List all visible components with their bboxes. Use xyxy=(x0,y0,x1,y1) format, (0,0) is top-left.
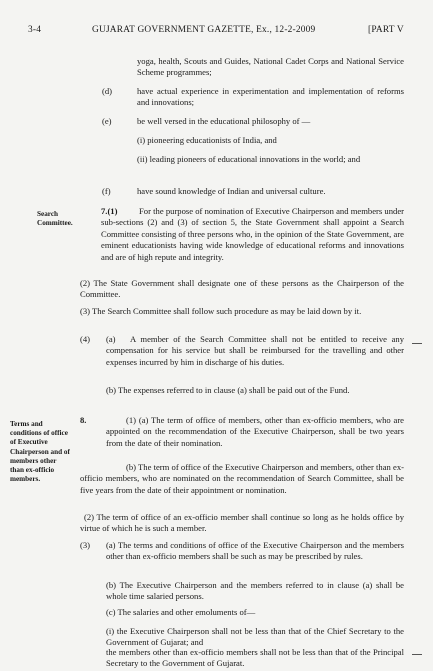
clause-c-continuation: yoga, health, Scouts and Guides, National Cadet Corps and National Service Scheme programmes; xyxy=(137,56,404,78)
margin-dash-mark xyxy=(412,654,422,655)
clause-d-marker: (d) xyxy=(102,86,113,96)
section-8-clause-3c-i: (i) the Executive Chairperson shall not be less than that of the Chief Secretary to the Government of Gujarat; and xyxy=(106,626,404,648)
section-7-marker: 7.(1) xyxy=(101,206,118,216)
clause-e-text: be well versed in the educational philosophy of — xyxy=(137,116,311,126)
section-8-clause-3c-ii: the members other than ex-officio members shall not be less than that of the Principal Secretary to the Government of Gujarat. xyxy=(106,647,404,669)
part-label: [PART V xyxy=(368,25,404,35)
section-7-clause-4a: A member of the Search Committee shall not be entitled to receive any compensation for his service but shall be reimbursed for the travelling and other expenses incurred by him in discharge of his duties. xyxy=(106,334,404,367)
section-8-clause-3c: (c) The salaries and other emoluments of— xyxy=(106,607,256,617)
clause-e-ii: (ii) leading pioneers of educational innovations in the world; and xyxy=(137,154,361,164)
clause-d-text: have actual experience in experimentation and implementation of reforms and innovations; xyxy=(137,86,404,108)
page-number: 3-4 xyxy=(28,25,42,35)
section-7-margin-title: Search Committee. xyxy=(37,210,73,228)
margin-dash-mark xyxy=(412,343,422,344)
gazette-title: GUJARAT GOVERNMENT GAZETTE, Ex., 12-2-2009 xyxy=(92,25,316,35)
clause-e-marker: (e) xyxy=(102,116,112,126)
section-7-subsection-2: (2) The State Government shall designate one of these persons as the Chairperson of the Committee. xyxy=(80,278,404,300)
section-8-clause-1a: (1) (a) The term of office of members, other than ex-officio members, who are appointed on the recommendation of the Executive Chairperson, shall be two years from the date of their nomination. xyxy=(106,415,404,448)
section-7-clause-4a-marker: (a) xyxy=(106,334,116,344)
clause-e-i: (i) pioneering educationists of India, and xyxy=(137,135,277,145)
clause-f-text: have sound knowledge of Indian and universal culture. xyxy=(137,186,326,196)
section-8-marker: 8. xyxy=(80,415,87,425)
section-8-subsection-2: (2) The term of office of an ex-officio member shall continue so long as he holds office by virtue of which he is such a member. xyxy=(80,512,404,534)
section-7-subsection-3: (3) The Search Committee shall follow such procedure as may be laid down by it. xyxy=(80,306,362,316)
section-7-clause-4b: (b) The expenses referred to in clause (a) shall be paid out of the Fund. xyxy=(106,385,350,395)
section-8-subsection-3-marker: (3) xyxy=(80,540,91,550)
section-8-clause-1b: (b) The term of office of the Executive Chairperson and members, other than ex-officio members, who are nominated on the recommendation of Search Committee, shall be five years from the date of their appointment or nomination. xyxy=(80,462,404,495)
section-8-clause-3a: (a) The terms and conditions of office of the Executive Chairperson and the members other than ex-officio members shall be such as may be prescribed by rules. xyxy=(106,540,404,562)
section-7-subsection-4-marker: (4) xyxy=(80,334,91,344)
section-7-subsection-1: For the purpose of nomination of Executive Chairperson and members under sub-sections (2) and (3) of section 5, the State Government shall appoint a Search Committee consisting of three persons who, in the opinion of the State Government, are eminent educationists having wide knowledge of educational reforms and innovations and are of high repute and integrity. xyxy=(101,206,404,262)
section-8-margin-title: Terms and conditions of office of Executive Chairperson and of members other than ex-officio members. xyxy=(10,420,70,484)
clause-f-marker: (f) xyxy=(102,186,111,196)
section-8-clause-3b: (b) The Executive Chairperson and the members referred to in clause (a) shall be whole time salaried persons. xyxy=(106,580,404,602)
